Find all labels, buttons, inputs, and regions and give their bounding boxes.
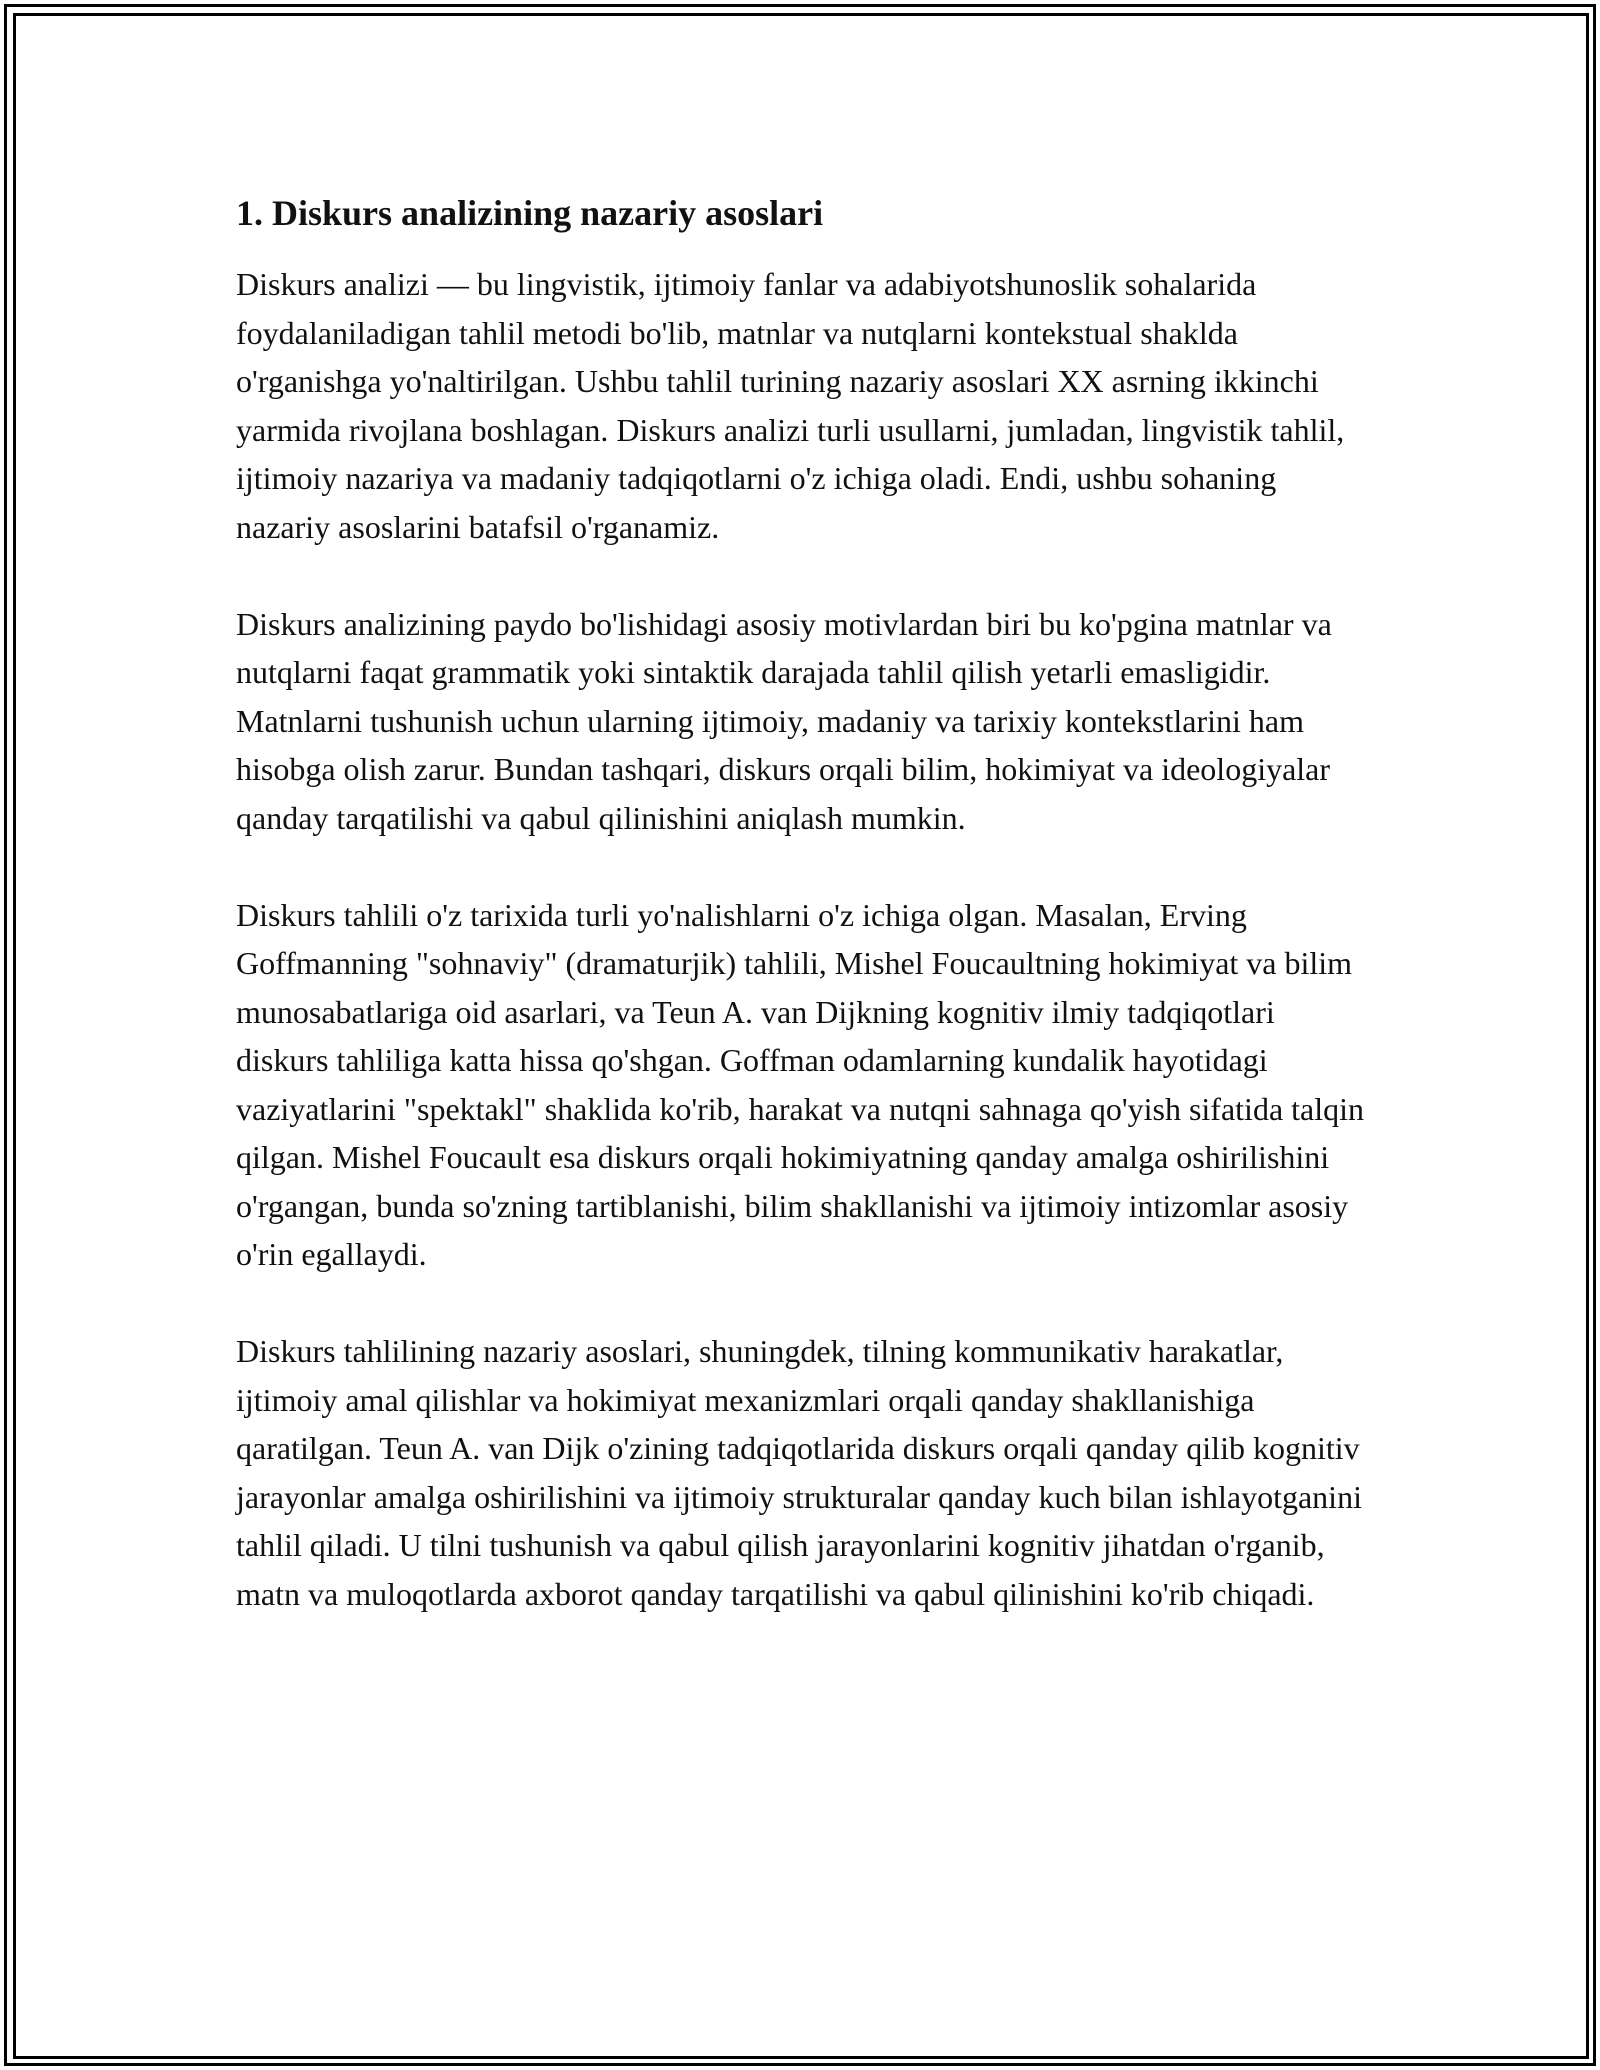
- paragraph-1: Diskurs analizi — bu lingvistik, ijtimoiy fanlar va adabiyotshunoslik sohalarida foydalaniladigan tahlil metodi bo'lib, matnlar va nutqlarni kontekstual shaklda o'rganishga yo'naltirilgan. Ushbu tahlil turining nazariy asoslari XX asrning ikkinchi yarmida rivojlana boshlagan. Diskurs analizi turli usullarni, jumladan, lingvistik tahlil, ijtimoiy nazariya va madaniy tadqiqotlarni o'z ichiga oladi. Endi, ushbu sohaning nazariy asoslarini batafsil o'rganamiz.: [236, 266, 1345, 545]
- section-heading: 1. Diskurs analizining nazariy asoslari: [236, 193, 824, 233]
- paragraph-4: Diskurs tahlilining nazariy asoslari, shuningdek, tilning kommunikativ harakatlar, ijtimoiy amal qilishlar va hokimiyat mexanizmlari orqali qanday shakllanishiga qaratilgan. Teun A. van Dijk o'zining tadqiqotlarida diskurs orqali qanday qilib kognitiv jarayonlar amalga oshirilishini va ijtimoiy strukturalar qanday kuch bilan ishlayotganini tahlil qiladi. U tilni tushunish va qabul qilish jarayonlarini kognitiv jihatdan o'rganib, matn va muloqotlarda axborot qanday tarqatilishi va qabul qilinishini ko'rib chiqadi.: [236, 1333, 1362, 1612]
- paragraph-2: Diskurs analizining paydo bo'lishidagi asosiy motivlardan biri bu ko'pgina matnlar va nutqlarni faqat grammatik yoki sintaktik darajada tahlil qilish yetarli emasligidir. Matnlarni tushunish uchun ularning ijtimoiy, madaniy va tarixiy kontekstlarini ham hisobga olish zarur. Bundan tashqari, diskurs orqali bilim, hokimiyat va ideologiyalar qanday tarqatilishi va qabul qilinishini aniqlash mumkin.: [236, 605, 1332, 836]
- paragraph-3: Diskurs tahlili o'z tarixida turli yo'nalishlarni o'z ichiga olgan. Masalan, Erving Goffmanning "sohnaviy" (dramaturjik) tahlili, Mishel Foucaultning hokimiyat va bilim munosabatlariga oid asarlari, va Teun A. van Dijkning kognitiv ilmiy tadqiqotlari diskurs tahliliga katta hissa qo'shgan. Goffman odamlarning kundalik hayotidagi vaziyatlarini "spektakl" shaklida ko'rib, harakat va nutqni sahnaga qo'yish sifatida talqin qilgan. Mishel Foucault esa diskurs orqali hokimiyatning qanday amalga oshirilishini o'rgangan, bunda so'zning tartiblanishi, bilim shakllanishi va ijtimoiy intizomlar asosiy o'rin egallaydi.: [236, 896, 1365, 1272]
- document-body: [236, 186, 1366, 1618]
